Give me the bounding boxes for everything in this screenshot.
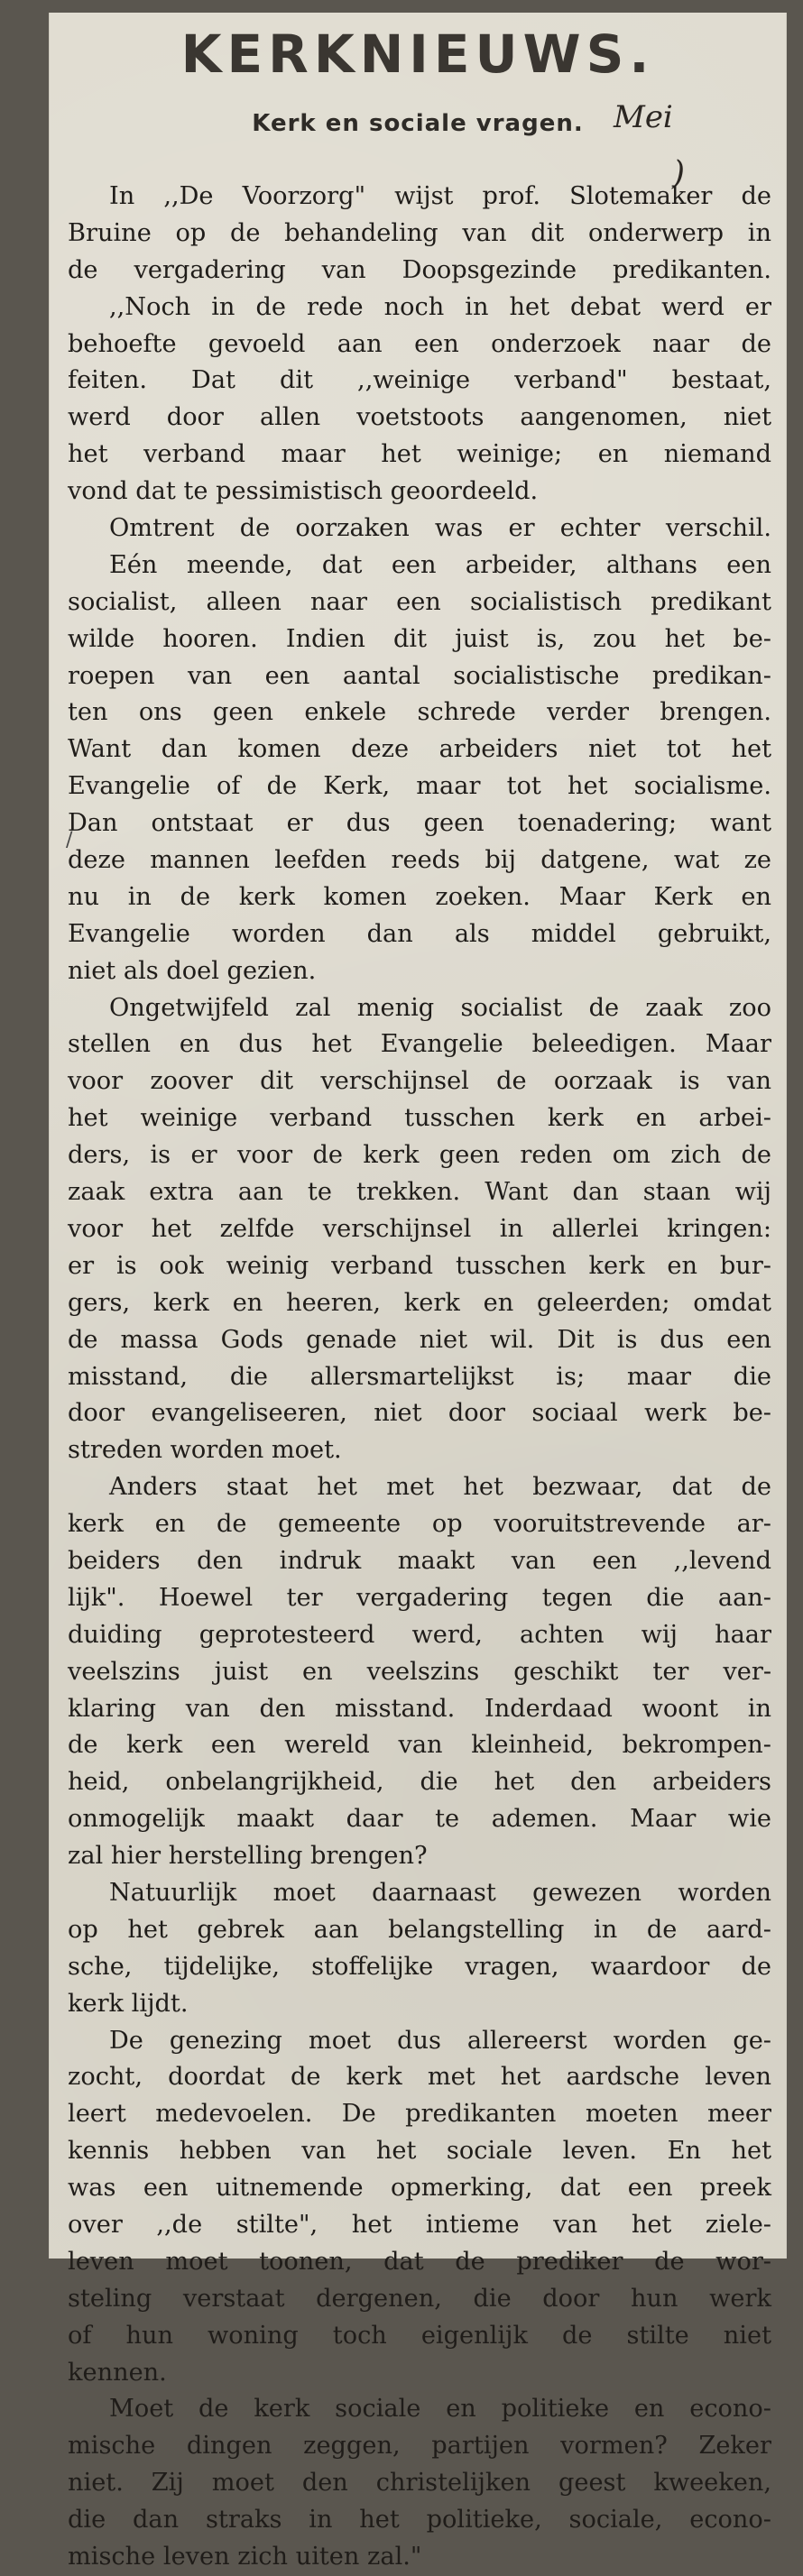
article-line: over ,,de stilte", het intieme van het ziele- bbox=[68, 2210, 771, 2239]
handwritten-date-annotation: Mei bbox=[614, 99, 673, 135]
article-line: op het gebrek aan belangstelling in de aard- bbox=[68, 1915, 771, 1944]
article-line: de kerk een wereld van kleinheid, bekrompen- bbox=[68, 1731, 771, 1760]
article-line: Moet de kerk sociale en politieke en econo- bbox=[109, 2395, 771, 2424]
article-body bbox=[68, 179, 771, 2576]
article-line: mische leven zich uiten zal." bbox=[68, 2543, 422, 2571]
article-line: feiten. Dat dit ,,weinige verband" bestaat, bbox=[68, 366, 771, 395]
newspaper-clipping bbox=[49, 13, 787, 2571]
article-line: ders, is er voor de kerk geen reden om zich de bbox=[68, 1141, 771, 1170]
article-line: de massa Gods genade niet wil. Dit is dus een bbox=[68, 1325, 771, 1354]
article-line: vond dat te pessimistisch geoordeeld. bbox=[68, 477, 539, 506]
article-line: Ongetwijfeld zal menig socialist de zaak zoo bbox=[109, 993, 771, 1022]
article-line: mische dingen zeggen, partijen vormen? Zeker bbox=[68, 2432, 771, 2461]
margin-tick-mark: / bbox=[66, 829, 73, 851]
article-line: lijk". Hoewel ter vergadering tegen die aan- bbox=[68, 1583, 771, 1612]
article-line: kerk lijdt. bbox=[68, 1989, 189, 2018]
article-line: behoefte gevoeld aan een onderzoek naar de bbox=[68, 329, 771, 358]
article-line: gers, kerk en heeren, kerk en geleerden; omdat bbox=[68, 1288, 771, 1317]
article-line: zal hier herstelling brengen? bbox=[68, 1842, 428, 1871]
article-line: werd door allen voetstoots aangenomen, niet bbox=[68, 403, 771, 432]
article-line: voor zoover dit verschijnsel de oorzaak is van bbox=[68, 1067, 771, 1096]
article-line: kerk en de gemeente op vooruitstrevende ar- bbox=[68, 1510, 771, 1539]
article-line: zaak extra aan te trekken. Want dan staan wij bbox=[68, 1178, 771, 1207]
article-line: heid, onbelangrijkheid, die het den arbeiders bbox=[68, 1768, 771, 1797]
article-line: of hun woning toch eigenlijk de stilte niet bbox=[68, 2321, 771, 2350]
article-line: door evangeliseeren, niet door sociaal werk be- bbox=[68, 1399, 771, 1428]
article-line: klaring van den misstand. Inderdaad woont in bbox=[68, 1694, 771, 1723]
article-line: er is ook weinig verband tusschen kerk en bur- bbox=[68, 1251, 771, 1280]
article-line: kennis hebben van het sociale leven. En het bbox=[68, 2137, 771, 2166]
article-line: de vergadering van Doopsgezinde predikanten. bbox=[68, 255, 771, 284]
article-line: Eén meende, dat een arbeider, althans een bbox=[109, 550, 771, 579]
article-line: In ,,De Voorzorg" wijst prof. Slotemaker de bbox=[109, 182, 771, 210]
article-line: deze mannen leefden reeds bij datgene, wat ze bbox=[68, 846, 771, 875]
article-line: kennen. bbox=[68, 2358, 167, 2387]
article-subtitle: Kerk en sociale vragen. bbox=[252, 110, 584, 137]
handwritten-mark: ) bbox=[672, 155, 686, 192]
article-line: ,,Noch in de rede noch in het debat werd er bbox=[109, 292, 771, 321]
article-line: sche, tijdelijke, stoffelijke vragen, waardoor de bbox=[68, 1952, 771, 1981]
article-line: Bruine op de behandeling van dit onderwerp in bbox=[68, 218, 771, 247]
article-line: Evangelie worden dan als middel gebruikt, bbox=[68, 919, 771, 948]
article-line: niet als doel gezien. bbox=[68, 956, 317, 985]
article-line: Evangelie of de Kerk, maar tot het socialisme. bbox=[68, 772, 771, 801]
article-line: nu in de kerk komen zoeken. Maar Kerk en bbox=[68, 882, 771, 911]
article-line: misstand, die allersmartelijkst is; maar die bbox=[68, 1362, 771, 1391]
article-line: beiders den indruk maakt van een ,,levend bbox=[68, 1546, 771, 1575]
article-line: zocht, doordat de kerk met het aardsche leven bbox=[68, 2063, 771, 2092]
article-line: duiding geprotesteerd werd, achten wij haar bbox=[68, 1620, 771, 1649]
article-line: wilde hooren. Indien dit juist is, zou het be- bbox=[68, 624, 771, 653]
article-line: De genezing moet dus allereerst worden ge- bbox=[109, 2026, 771, 2055]
article-line: was een uitnemende opmerking, dat een preek bbox=[68, 2174, 771, 2203]
article-line: Anders staat het met het bezwaar, dat de bbox=[109, 1473, 771, 1502]
article-line: Omtrent de oorzaken was er echter verschil. bbox=[109, 514, 771, 543]
article-line: Want dan komen deze arbeiders niet tot het bbox=[68, 735, 771, 764]
masthead-title: KERKNIEUWS. bbox=[180, 23, 655, 85]
article-line: onmogelijk maakt daar te ademen. Maar wie bbox=[68, 1805, 771, 1834]
article-line: het weinige verband tusschen kerk en arbei- bbox=[68, 1104, 771, 1133]
article-line: veelszins juist en veelszins geschikt ter ver- bbox=[68, 1657, 771, 1686]
article-line: ten ons geen enkele schrede verder brengen. bbox=[68, 698, 771, 727]
article-line: steling verstaat dergenen, die door hun werk bbox=[68, 2284, 771, 2313]
article-line: die dan straks in het politieke, sociale, econo- bbox=[68, 2506, 771, 2535]
article-line: stellen en dus het Evangelie beleedigen. Maar bbox=[68, 1030, 771, 1059]
article-line: leven moet toonen, dat de prediker de wor- bbox=[68, 2247, 771, 2276]
article-line: streden worden moet. bbox=[68, 1436, 342, 1465]
article-line: roepen van een aantal socialistische predikan- bbox=[68, 661, 771, 690]
article-line: niet. Zij moet den christelijken geest kweeken, bbox=[68, 2469, 771, 2498]
article-line: Dan ontstaat er dus geen toenadering; want bbox=[68, 809, 771, 838]
article-line: Natuurlijk moet daarnaast gewezen worden bbox=[109, 1878, 771, 1907]
article-line: voor het zelfde verschijnsel in allerlei kringen: bbox=[68, 1214, 771, 1243]
article-line: het verband maar het weinige; en niemand bbox=[68, 440, 771, 469]
article-line: leert medevoelen. De predikanten moeten meer bbox=[68, 2100, 771, 2129]
article-line: socialist, alleen naar een socialistisch predikant bbox=[68, 587, 771, 616]
